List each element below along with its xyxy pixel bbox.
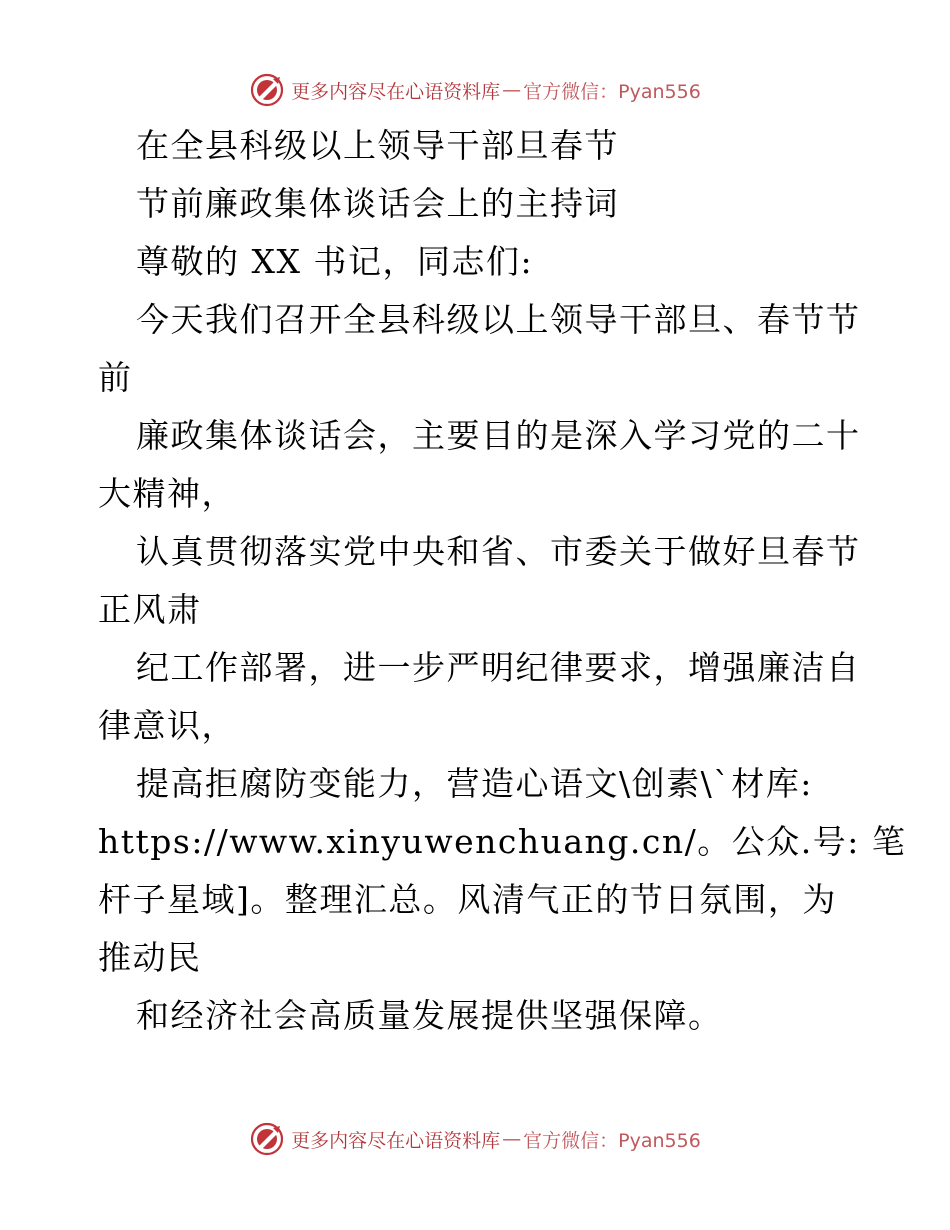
footer-watermark <box>0 1119 950 1159</box>
watermark-site-name: 更多内容尽在心语资料库 <box>291 1129 501 1152</box>
paragraph-line: 正风肃 <box>98 590 202 629</box>
salutation: 尊敬的 XX 书记，同志们: <box>136 242 534 281</box>
header-watermark <box>0 70 950 110</box>
document-body <box>98 117 907 1045</box>
watermark-separator: — <box>502 1128 522 1150</box>
paragraph-line: 纪工作部署，进一步严明纪律要求，增强廉洁自 <box>136 648 861 687</box>
watermark-separator: — <box>502 79 522 101</box>
paragraph-line: 提高拒腐防变能力，营造心语文\创素\`材库: <box>136 764 813 803</box>
watermark-contact: 官方微信：Pyan556 <box>523 80 701 103</box>
paragraph-line: 廉政集体谈话会，主要目的是深入学习党的二十 <box>136 416 861 455</box>
document-title-line-2: 节前廉政集体谈话会上的主持词 <box>136 184 619 223</box>
paragraph-line: 律意识， <box>98 706 236 745</box>
watermark-site-name: 更多内容尽在心语资料库 <box>291 80 501 103</box>
paragraph-line: 杆子星域]。整理汇总。风清气正的节日氛围，为 <box>98 880 837 919</box>
paragraph-line: 前 <box>98 358 133 397</box>
brand-logo-icon <box>249 72 285 108</box>
paragraph-line: 和经济社会高质量发展提供坚强保障。 <box>136 996 723 1035</box>
brand-logo-icon <box>249 1121 285 1157</box>
document-title-line-1: 在全县科级以上领导干部旦春节 <box>136 126 619 165</box>
paragraph-line: 大精神， <box>98 474 236 513</box>
paragraph-line: 推动民 <box>98 938 202 977</box>
paragraph-line: 认真贯彻落实党中央和省、市委关于做好旦春节 <box>136 532 861 571</box>
paragraph-line-url: https://www.xinyuwenchuang.cn/。公众.号: 笔 <box>98 822 907 861</box>
paragraph-line: 今天我们召开全县科级以上领导干部旦、春节节 <box>136 300 861 339</box>
watermark-contact: 官方微信：Pyan556 <box>523 1129 701 1152</box>
